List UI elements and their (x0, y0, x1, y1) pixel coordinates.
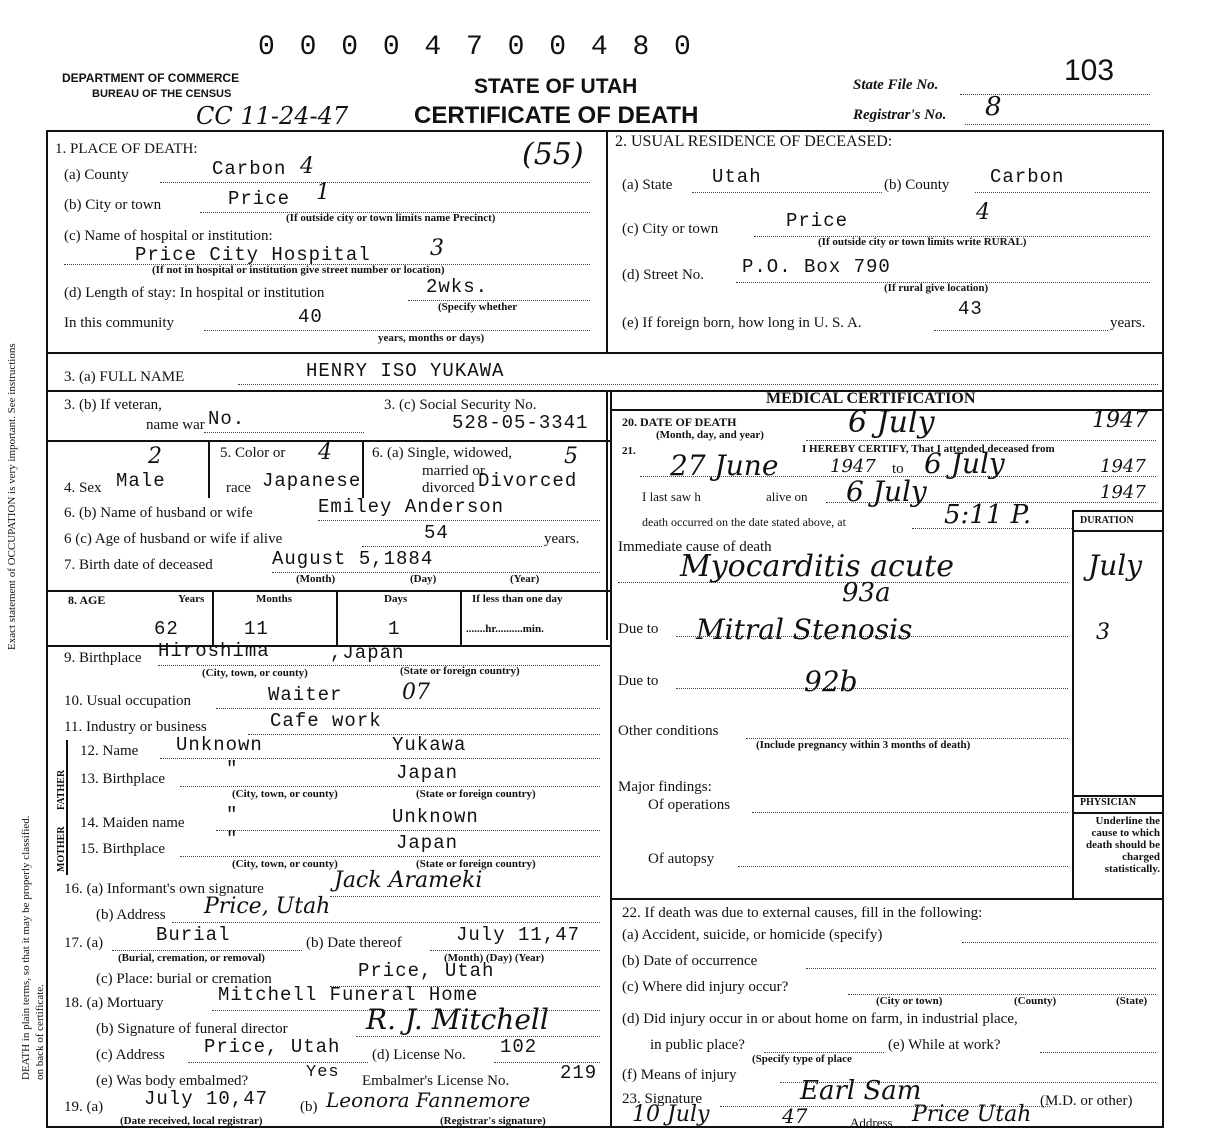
birthplace-city: Hiroshima (158, 640, 270, 662)
registrar-note: (Registrar's signature) (440, 1115, 546, 1127)
occupation-code: 07 (402, 680, 430, 705)
public-place-label: in public place? (650, 1037, 745, 1053)
race-label: race (226, 480, 251, 496)
spouse-name: Emiley Anderson (318, 496, 505, 518)
death-city: Price (228, 188, 291, 210)
date-of-death: 6 July (848, 405, 935, 440)
document-title: CERTIFICATE OF DEATH (414, 102, 699, 129)
state-file-number: 103 (1064, 54, 1115, 87)
mother-birthplace-city: " (226, 828, 239, 850)
embalmer-license: 219 (560, 1062, 598, 1084)
physician-label: PHYSICIAN (1080, 797, 1137, 808)
spouse-label: 6. (b) Name of husband or wife (64, 505, 253, 521)
operations-label: Of operations (648, 797, 731, 813)
registrar-number: 8 (985, 92, 1002, 122)
mother-city-note: (City, town, or county) (232, 858, 338, 870)
spouse-age: 54 (424, 522, 449, 544)
father-birthplace: Japan (396, 762, 459, 784)
due-to-2-code: 92b (804, 665, 858, 698)
mortuary-label: 18. (a) Mortuary (64, 995, 164, 1011)
attended-to: 6 July (924, 447, 1005, 480)
department-label: DEPARTMENT OF COMMERCE (62, 71, 240, 85)
physician-address: Price Utah (912, 1102, 1032, 1127)
res-foreign-unit: years. (1110, 315, 1146, 331)
last-saw-label: I last saw h (642, 489, 701, 504)
due-to-2-label: Due to (618, 673, 659, 689)
res-city-note: (If outside city or town limits write RURAL) (818, 236, 1027, 248)
father-birthplace-label: 13. Birthplace (80, 771, 165, 787)
res-state: Utah (712, 166, 762, 188)
industry: Cafe work (270, 710, 382, 732)
immediate-cause-code: 93a (842, 578, 891, 608)
mother-state-note: (State or foreign country) (416, 858, 536, 870)
autopsy-label: Of autopsy (648, 851, 715, 867)
state-file-label: State File No. (853, 77, 939, 93)
attended-to-label: to (892, 461, 904, 477)
veteran-war: No. (208, 408, 246, 430)
occupation: Waiter (268, 684, 343, 706)
md-label: (M.D. or other) (1040, 1093, 1133, 1109)
death-time: 5:11 P. (944, 500, 1032, 530)
mother-maiden-label: 14. Maiden name (80, 815, 185, 831)
res-street-note: (If rural give location) (884, 282, 989, 294)
embalmer-license-label: Embalmer's License No. (362, 1073, 510, 1089)
res-street: P.O. Box 790 (742, 256, 891, 278)
res-county-label: (b) County (884, 177, 950, 193)
father-state-note: (State or foreign country) (416, 788, 536, 800)
county-label: (a) County (64, 167, 129, 183)
mortuary-address-label: (c) Address (96, 1047, 165, 1063)
certificate-number: 0 0 0 0 4 7 0 0 4 8 0 (258, 32, 695, 63)
res-foreign-years: 43 (958, 298, 983, 320)
color-label: 5. Color or (220, 445, 286, 461)
mortuary: Mitchell Funeral Home (218, 984, 479, 1006)
informant-address-label: (b) Address (96, 907, 166, 923)
res-street-label: (d) Street No. (622, 267, 705, 283)
funeral-director-label: (b) Signature of funeral director (96, 1021, 288, 1037)
due-to-1: Mitral Stenosis (696, 613, 913, 646)
res-county: Carbon (990, 166, 1065, 188)
injury-city-note: (City or town) (876, 995, 943, 1007)
burial-place-label: (c) Place: burial or cremation (96, 971, 272, 987)
sex-code: 2 (148, 444, 162, 469)
mother-side-label: MOTHER (56, 826, 67, 872)
res-city-code: 4 (976, 200, 990, 225)
bureau-label: BUREAU OF THE CENSUS (92, 88, 232, 100)
city-note: (If outside city or town limits name Precinct) (286, 212, 496, 224)
physician-address-label: Address (850, 1115, 893, 1130)
injury-state-note: (State) (1116, 995, 1148, 1007)
duration-1: July (1088, 549, 1143, 582)
place-of-death-heading: 1. PLACE OF DEATH: (55, 141, 198, 157)
immediate-cause-label: Immediate cause of death (618, 539, 772, 555)
res-state-label: (a) State (622, 177, 673, 193)
race-code: 4 (318, 440, 332, 465)
sex: Male (116, 470, 166, 492)
community-length: 40 (298, 306, 323, 328)
injury-where-label: (c) Where did injury occur? (622, 979, 789, 995)
burial-method: Burial (156, 924, 231, 946)
hospital-name: Price City Hospital (135, 244, 371, 266)
embalmed-label: (e) Was body embalmed? (96, 1073, 249, 1089)
date-of-death-label: 20. DATE OF DEATH (622, 415, 737, 429)
funeral-director-signature: R. J. Mitchell (366, 1003, 549, 1036)
death-city-code: 1 (316, 180, 330, 205)
father-city-note: (City, town, or county) (232, 788, 338, 800)
birth-day-note: (Day) (410, 573, 437, 585)
stay-note: (Specify whether (438, 301, 518, 313)
age-months: 11 (244, 618, 269, 640)
major-findings-label: Major findings: (618, 779, 712, 795)
physician-note: Underline the cause to which death should be charged statistically. (1086, 815, 1160, 875)
embalmed: Yes (306, 1063, 340, 1082)
community-label: In this community (64, 315, 174, 331)
informant-address: Price, Utah (204, 894, 331, 919)
attended-from: 27 June (670, 449, 779, 482)
burial-place: Price, Utah (358, 960, 495, 982)
registrar-b-label: (b) (300, 1099, 318, 1115)
duration-2: 3 (1096, 620, 1110, 645)
margin-instruction-2: DEATH in plain terms, so that it may be properly classified. (20, 815, 32, 1080)
death-county-code: 4 (300, 154, 314, 179)
injury-home-label: (d) Did injury occur in or about home on farm, in industrial place, (622, 1011, 1018, 1027)
physician-signature: Earl Sam (800, 1076, 922, 1106)
immediate-cause: Myocarditis acute (680, 549, 954, 584)
birthplace-label: 9. Birthplace (64, 650, 142, 666)
age-hr-min-label: .......hr..........min. (466, 623, 544, 635)
informant-signature-label: 16. (a) Informant's own signature (64, 881, 264, 897)
attended-from-year: 1947 (830, 456, 876, 477)
marital-code: 5 (564, 444, 578, 469)
birthplace-state-note: (State or foreign country) (400, 665, 520, 677)
license-label: (d) License No. (372, 1047, 466, 1063)
handwritten-code: CC 11-24-47 (196, 102, 349, 130)
state-title: STATE OF UTAH (474, 75, 638, 98)
community-note: years, months or days) (378, 332, 485, 344)
at-work-label: (e) While at work? (888, 1037, 1001, 1053)
other-conditions-label: Other conditions (618, 723, 719, 739)
spouse-age-unit: years. (544, 531, 580, 547)
burial-method-label: 17. (a) (64, 935, 104, 951)
race: Japanese (262, 470, 362, 492)
father-last-name: Yukawa (392, 734, 467, 756)
received-date: July 10,47 (144, 1088, 269, 1110)
informant-signature: Jack Arameki (334, 868, 483, 893)
registrar-signature: Leonora Fannemore (326, 1088, 531, 1112)
res-city-label: (c) City or town (622, 221, 719, 237)
birthplace-country: ,Japan (330, 642, 405, 664)
external-heading: 22. If death was due to external causes, fill in the following: (622, 905, 983, 921)
certify-label: I HEREBY CERTIFY, That I attended deceased from (802, 443, 1055, 455)
marital-label-3: divorced (422, 480, 475, 496)
stay-length: 2wks. (426, 276, 489, 298)
hospital-label: (c) Name of hospital or institution: (64, 228, 273, 244)
accident-label: (a) Accident, suicide, or homicide (specify) (622, 927, 883, 943)
margin-instruction-1: Exact statement of OCCUPATION is very important. See instructions (6, 343, 18, 650)
circled-code: (55) (522, 137, 584, 172)
hospital-note: (If not in hospital or institution give street number or location) (152, 264, 445, 276)
birth-date-label: 7. Birth date of deceased (64, 557, 213, 573)
last-saw-year: 1947 (1100, 482, 1146, 503)
date-of-death-note: (Month, day, and year) (656, 429, 764, 441)
date-of-death-year: 1947 (1092, 408, 1148, 433)
attended-to-year: 1947 (1100, 456, 1146, 477)
type-of-place-note: (Specify type of place (752, 1053, 852, 1065)
marital-label-2: married or (422, 463, 485, 479)
medical-heading: MEDICAL CERTIFICATION (766, 390, 976, 407)
received-note: (Date received, local registrar) (120, 1115, 263, 1127)
city-label: (b) City or town (64, 197, 162, 213)
marital-status: Divorced (478, 470, 578, 492)
veteran-war-label: name war (146, 417, 205, 433)
father-side-label: FATHER (56, 769, 67, 810)
certify-number: 21. (622, 445, 636, 457)
mother-maiden-name: Unknown (392, 806, 479, 828)
age-label: 8. AGE (68, 593, 106, 607)
mother-birthplace-label: 15. Birthplace (80, 841, 165, 857)
spouse-age-label: 6 (c) Age of husband or wife if alive (64, 531, 283, 547)
death-occurred-label: death occurred on the date stated above, at (642, 515, 846, 529)
res-city: Price (786, 210, 849, 232)
age-years-label: Years (178, 593, 205, 605)
age-days-label: Days (384, 593, 408, 605)
father-name-label: 12. Name (80, 743, 139, 759)
stay-label: (d) Length of stay: In hospital or institution (64, 285, 325, 301)
ssn-label: 3. (c) Social Security No. (384, 397, 537, 413)
father-first-name: Unknown (176, 734, 263, 756)
other-conditions-note: (Include pregnancy within 3 months of death) (756, 739, 971, 751)
res-foreign-label: (e) If foreign born, how long in U. S. A. (622, 315, 862, 331)
mother-birthplace: Japan (396, 832, 459, 854)
sex-label: 4. Sex (64, 480, 102, 496)
burial-method-note: (Burial, cremation, or removal) (118, 952, 265, 964)
alive-label: alive on (766, 489, 808, 504)
age-days: 1 (388, 618, 401, 640)
age-under-day-label: If less than one day (472, 593, 563, 605)
registrar-label: Registrar's No. (853, 107, 947, 123)
burial-date-label: (b) Date thereof (306, 935, 402, 951)
signature-label: 23. Signature (622, 1091, 702, 1107)
ssn: 528-05-3341 (452, 412, 589, 434)
death-county: Carbon (212, 158, 287, 180)
occupation-label: 10. Usual occupation (64, 693, 192, 709)
means-label: (f) Means of injury (622, 1067, 737, 1083)
father-birthplace-city: " (226, 758, 239, 780)
sign-date: 10 July (632, 1102, 710, 1127)
age-years: 62 (154, 618, 179, 640)
birth-year-note: (Year) (510, 573, 540, 585)
age-months-label: Months (256, 593, 293, 605)
mortuary-address: Price, Utah (204, 1036, 341, 1058)
birth-date: August 5,1884 (272, 548, 434, 570)
sign-year: 47 (782, 1104, 808, 1128)
burial-date-note: (Month) (Day) (Year) (444, 952, 545, 964)
full-name: HENRY ISO YUKAWA (306, 360, 505, 382)
duration-label: DURATION (1080, 515, 1134, 526)
margin-instruction-3: on back of certificate. (34, 984, 46, 1080)
occurrence-label: (b) Date of occurrence (622, 953, 758, 969)
birth-month-note: (Month) (296, 573, 336, 585)
last-saw: 6 July (846, 475, 927, 508)
license-number: 102 (500, 1036, 538, 1058)
industry-label: 11. Industry or business (64, 719, 207, 735)
full-name-label: 3. (a) FULL NAME (64, 369, 185, 385)
hospital-code: 3 (430, 236, 444, 261)
mother-first-name: " (226, 804, 239, 826)
birthplace-city-note: (City, town, or county) (202, 667, 308, 679)
injury-county-note: (County) (1014, 995, 1057, 1007)
veteran-label: 3. (b) If veteran, (64, 397, 162, 413)
marital-label-1: 6. (a) Single, widowed, (372, 445, 512, 461)
received-label: 19. (a) (64, 1099, 104, 1115)
due-to-1-label: Due to (618, 621, 659, 637)
residence-heading: 2. USUAL RESIDENCE OF DECEASED: (615, 133, 893, 150)
burial-date: July 11,47 (456, 924, 581, 946)
